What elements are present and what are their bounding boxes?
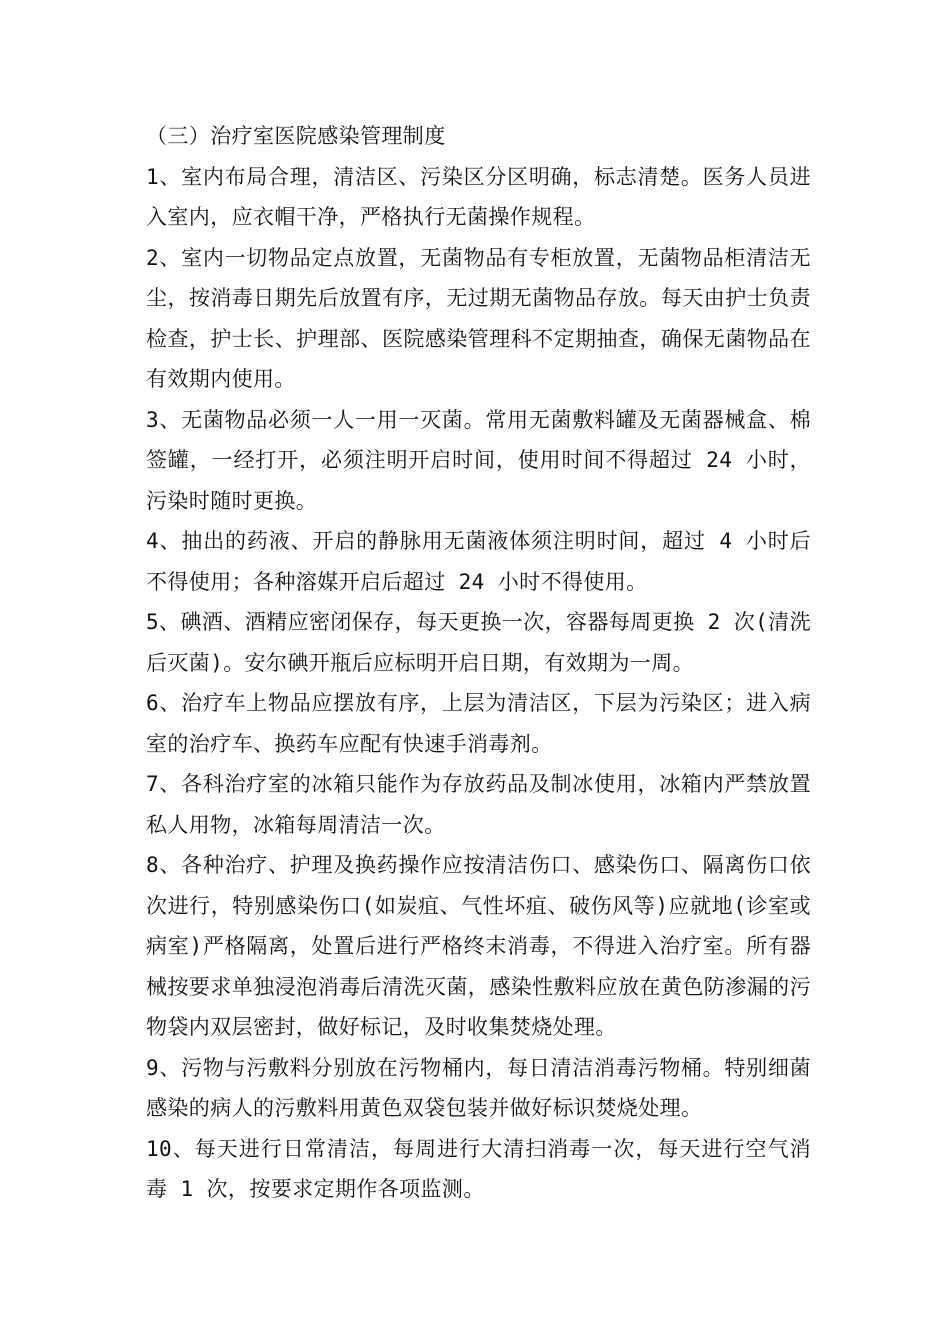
rule-paragraph-8: 8、各种治疗、护理及换药操作应按清洁伤口、感染伤口、隔离伤口依次进行，特别感染伤口(如炭疽、气性坏疽、破伤风等)应就地(诊室或病室)严格隔离，处置后进行严格终末消毒，不得进入治疗室。所有器械按要求单独浸泡消毒后清洗灭菌，感染性敷料应放在黄色防渗漏的污物袋内双层密封，做好标记，及时收集焚烧处理。 (146, 853, 811, 1039)
rule-paragraph-3: 3、无菌物品必须一人一用一灭菌。常用无菌敷料罐及无菌器械盒、棉签罐，一经打开，必须注明开启时间，使用时间不得超过 24 小时，污染时随时更换。 (146, 407, 811, 513)
rule-paragraph-4: 4、抽出的药液、开启的静脉用无菌液体须注明时间，超过 4 小时后不得使用；各种溶媒开启后超过 24 小时不得使用。 (146, 529, 811, 594)
rule-paragraph-7: 7、各科治疗室的冰箱只能作为存放药品及制冰使用，冰箱内严禁放置私人用物，冰箱每周清洁一次。 (146, 772, 811, 837)
rule-paragraph-2: 2、室内一切物品定点放置，无菌物品有专柜放置，无菌物品柜清洁无尘，按消毒日期先后放置有序，无过期无菌物品存放。每天由护士负责检查，护士长、护理部、医院感染管理科不定期抽查，确保无菌物品在有效期内使用。 (146, 245, 811, 391)
rule-paragraph-9: 9、污物与污敷料分别放在污物桶内，每日清洁消毒污物桶。特别细菌感染的病人的污敷料用黄色双袋包装并做好标识焚烧处理。 (146, 1055, 811, 1120)
section-title: （三）治疗室医院感染管理制度 (146, 124, 446, 148)
rule-paragraph-6: 6、治疗车上物品应摆放有序，上层为清洁区，下层为污染区；进入病室的治疗车、换药车应配有快速手消毒剂。 (146, 691, 811, 756)
rule-paragraph-5: 5、碘酒、酒精应密闭保存，每天更换一次，容器每周更换 2 次(清洗后灭菌)。安尔碘开瓶后应标明开启日期，有效期为一周。 (146, 610, 811, 675)
rule-paragraph-10: 10、每天进行日常清洁，每周进行大清扫消毒一次，每天进行空气消毒 1 次，按要求定期作各项监测。 (146, 1136, 811, 1201)
rule-paragraph-1: 1、室内布局合理，清洁区、污染区分区明确，标志清楚。医务人员进入室内，应衣帽干净，严格执行无菌操作规程。 (146, 164, 811, 229)
document-body (146, 116, 811, 1210)
